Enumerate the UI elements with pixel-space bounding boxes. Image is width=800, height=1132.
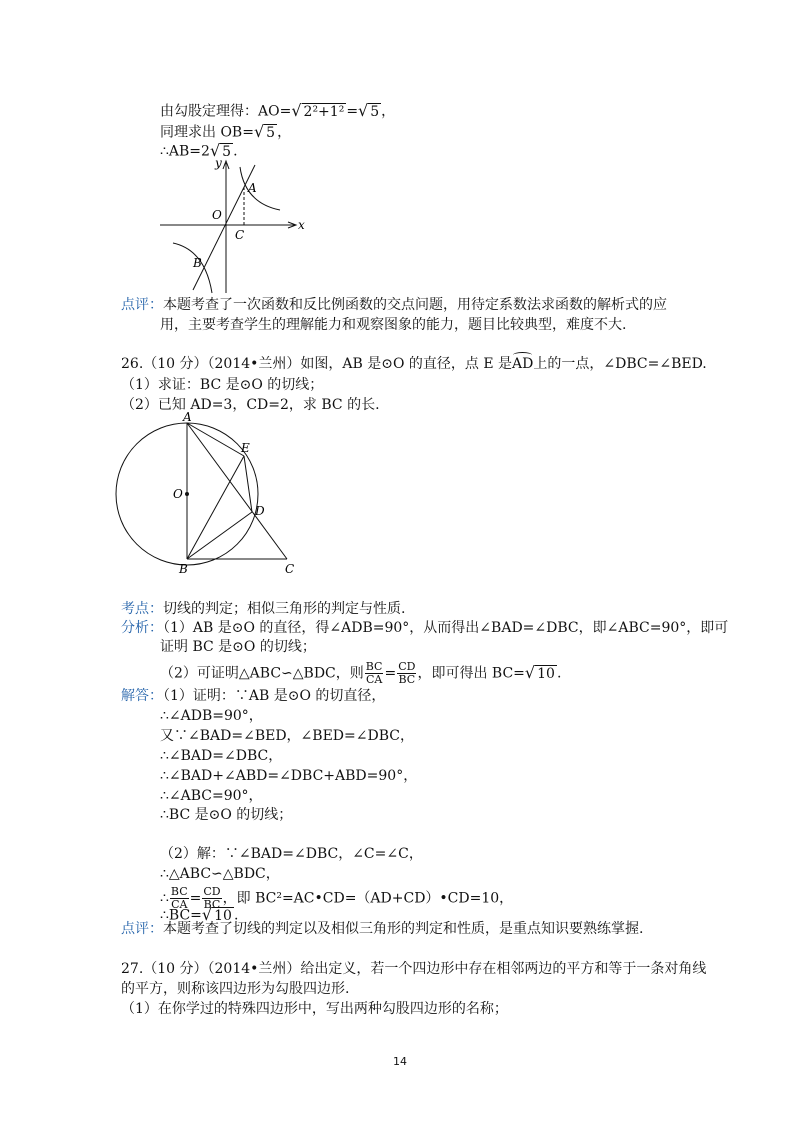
origin-label: O <box>212 208 222 222</box>
jieda-line-5: ∴∠BAD+∠ABD=∠DBC+ABD=90°， <box>160 768 418 784</box>
text: ， <box>381 103 396 120</box>
point-c-label: C <box>285 562 295 576</box>
numerator: BC <box>365 660 383 673</box>
sqrt: √ 5 <box>253 122 276 141</box>
q26-part-1: （1）求证：BC 是⊙O 的切线； <box>121 377 324 393</box>
q26-part-2: （2）已知 AD=3，CD=2，求 BC 的长. <box>121 397 380 413</box>
page-number: 14 <box>393 1055 407 1068</box>
comment-1-line-2: 用，主要考查学生的理解能力和观察图象的能力，题目比较典型，难度不大. <box>160 317 627 333</box>
numerator: CD <box>203 885 221 898</box>
text: 本题考查了切线的判定以及相似三角形的判定和性质，是重点知识要熟练掌握. <box>163 921 644 937</box>
text: ∴BC= <box>160 907 202 924</box>
point-b-label: B <box>193 256 202 270</box>
comment-1-line-1 <box>121 296 667 314</box>
circle-diagram <box>113 412 303 580</box>
jieda-line-1 <box>121 687 385 705</box>
text: ∴AB=2 <box>160 143 210 160</box>
comment-tag: 点评： <box>121 921 163 937</box>
text: ∴ <box>160 890 169 907</box>
sqrt: √ 5 <box>358 101 380 120</box>
jieda-line-7: ∴BC 是⊙O 的切线； <box>160 807 293 823</box>
q27-line-1: 27.（10 分）（2014•兰州）给出定义，若一个四边形中存在相邻两边的平方和等于一条对角线 <box>121 961 707 977</box>
jieda-line-9: ∴△ABC∽△BDC， <box>160 866 280 882</box>
fenxi-tag: 分析： <box>121 620 163 636</box>
q27-line-2: 的平方，则称该四边形为勾股四边形. <box>121 981 350 997</box>
jieda-line-3: 又∵∠BAD=∠BED，∠BED=∠DBC， <box>160 728 414 744</box>
radicand: 5 <box>266 125 276 141</box>
fenxi-line-2: 证明 BC 是⊙O 的切线； <box>160 639 316 655</box>
text: （2）可证明△ABC∽△BDC，则 <box>160 665 364 682</box>
radicand: 10 <box>214 908 232 924</box>
radicand: 2²+1² <box>303 104 345 120</box>
segment-bd <box>187 512 252 559</box>
text: ， <box>277 124 292 141</box>
comment-tag: 点评： <box>121 297 163 313</box>
denominator: CA <box>365 673 383 686</box>
denominator: BC <box>203 898 221 911</box>
point-b-label: B <box>179 562 188 576</box>
text: 切线的判定；相似三角形的判定与性质. <box>163 601 406 617</box>
sqrt: √ 10 <box>201 905 232 924</box>
y-label: y <box>215 156 222 170</box>
text: ，即可得出 BC= <box>417 665 525 682</box>
x-label: x <box>298 218 305 232</box>
radicand: 10 <box>537 666 555 682</box>
sqrt: √ 2²+1² <box>291 101 345 120</box>
text: . <box>556 665 562 682</box>
kaodian-line <box>121 600 405 618</box>
fraction-cd-bc <box>397 661 416 686</box>
numerator: BC <box>170 885 188 898</box>
text: ，即 BC²=AC•CD=（AD+CD）•CD=10， <box>222 890 514 907</box>
denominator: BC <box>398 673 416 686</box>
center-dot <box>185 492 189 496</box>
text: （1）证明：∵AB 是⊙O 的切直径， <box>163 688 386 704</box>
text: = <box>346 103 359 120</box>
top-line-1 <box>160 102 395 121</box>
comment-2-line <box>121 920 643 938</box>
point-d-label: D <box>255 504 265 518</box>
top-line-2 <box>160 123 291 142</box>
sqrt: √ 10 <box>524 663 555 682</box>
jieda-line-6: ∴∠ABC=90°， <box>160 788 263 804</box>
radicand: 5 <box>222 144 232 160</box>
fraction-bc-ca <box>365 661 384 686</box>
point-o-label: O <box>173 487 183 501</box>
radicand: 5 <box>370 104 380 120</box>
text: . <box>233 143 238 160</box>
point-a-label: A <box>248 181 257 195</box>
text: = <box>384 665 397 682</box>
point-e-label: E <box>241 441 250 455</box>
denominator: CA <box>171 898 188 911</box>
numerator: CD <box>398 660 416 673</box>
point-c-label: C <box>235 228 245 242</box>
function-graph <box>155 155 315 300</box>
jieda-line-8: （2）解：∵∠BAD=∠DBC，∠C=∠C， <box>160 846 423 862</box>
text: . <box>233 907 239 924</box>
text: 由勾股定理得：AO= <box>160 103 292 120</box>
q27-line-3: （1）在你学过的特殊四边形中，写出两种勾股四边形的名称； <box>121 1001 508 1017</box>
segment-be <box>187 456 244 559</box>
arc-ad: AD <box>512 356 534 372</box>
sqrt: √ 5 <box>209 141 232 160</box>
segment-ed <box>244 456 252 512</box>
text: = <box>189 890 202 907</box>
text: （1）AB 是⊙O 的直径，得∠ADB=90°，从而得出∠BAD=∠DBC，即∠ABC=90°，即可 <box>163 620 729 636</box>
fenxi-line-1 <box>121 619 728 637</box>
segment-ae <box>187 423 244 456</box>
jieda-line-4: ∴∠BAD=∠DBC， <box>160 748 283 764</box>
fenxi-line-3 <box>160 661 561 686</box>
jieda-line-2: ∴∠ADB=90°， <box>160 708 263 724</box>
text: 26.（10 分）（2014•兰州）如图，AB 是⊙O 的直径，点 E 是 <box>121 356 513 372</box>
text: 同理求出 OB= <box>160 124 254 141</box>
text: 本题考查了一次函数和反比例函数的交点问题，用待定系数法求函数的解析式的应 <box>163 297 667 313</box>
jieda-tag: 解答： <box>121 688 163 704</box>
text: 上的一点，∠DBC=∠BED. <box>533 356 707 372</box>
hyperbola-branch-upper <box>240 167 280 210</box>
kaodian-tag: 考点： <box>121 601 163 617</box>
q26-title <box>121 355 707 373</box>
point-a-label: A <box>183 412 192 424</box>
linear-function-line <box>193 165 255 290</box>
